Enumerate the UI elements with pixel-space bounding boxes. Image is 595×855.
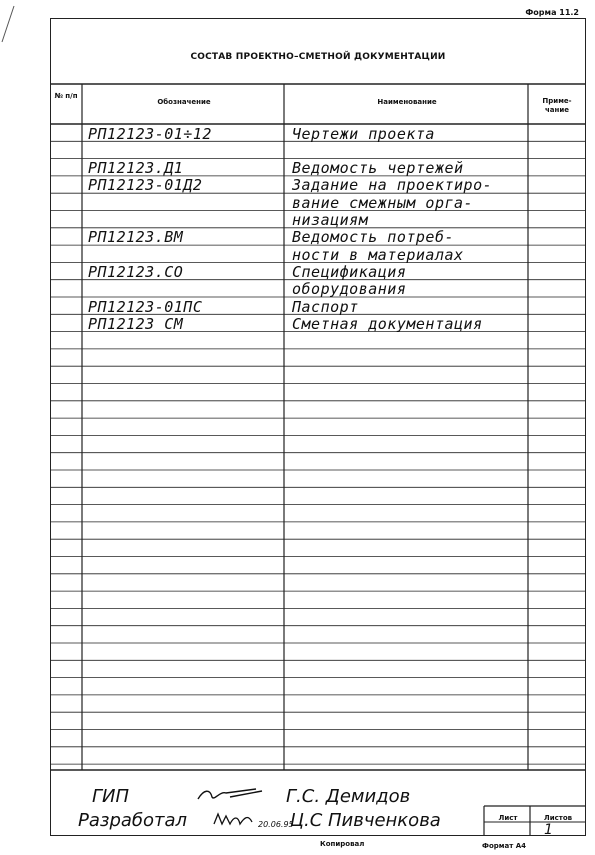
developed-label: Разработал bbox=[78, 810, 188, 831]
sheets-label: Листов bbox=[543, 814, 573, 822]
document-title: СОСТАВ ПРОЕКТНО–СМЕТНОЙ ДОКУМЕНТАЦИИ bbox=[190, 52, 446, 62]
row-designation: РП12123 СМ bbox=[88, 314, 184, 333]
row-name: Сметная документация bbox=[292, 314, 483, 333]
developed-signature bbox=[212, 808, 262, 830]
row-designation: РП12123.Д1 bbox=[88, 159, 184, 178]
row-name: оборудования bbox=[292, 280, 407, 299]
sheet-label: Лист bbox=[498, 814, 518, 822]
copied-label: Копировал bbox=[320, 840, 365, 848]
header-designation: Обозначение bbox=[157, 98, 211, 106]
format-label: Формат А4 bbox=[482, 842, 526, 850]
row-name: Ведомость потреб- bbox=[292, 228, 455, 247]
row-name: Чертежи проекта bbox=[292, 124, 435, 143]
row-name: ности в материалах bbox=[292, 245, 464, 264]
row-designation: РП12123-01÷12 bbox=[88, 124, 212, 143]
row-name: низациям bbox=[292, 211, 369, 229]
row-designation: РП12123.ВМ bbox=[88, 228, 184, 247]
sheets-value: 1 bbox=[544, 822, 553, 838]
row-name: Паспорт bbox=[292, 297, 359, 316]
header-num: № п/п bbox=[54, 92, 78, 100]
developed-name: Ц.С Пивченкова bbox=[290, 810, 441, 831]
row-name: Задание на проектиро- bbox=[292, 176, 493, 195]
form-label: Форма 11.2 bbox=[525, 8, 579, 17]
header-name: Наименование bbox=[377, 98, 437, 106]
developed-date: 20.06.95 bbox=[258, 820, 294, 829]
row-name: Ведомость чертежей bbox=[292, 159, 464, 178]
row-name: вание смежным орга- bbox=[292, 193, 474, 212]
gip-name: Г.С. Демидов bbox=[286, 786, 411, 807]
row-designation: РП12123-01Д2 bbox=[88, 176, 203, 195]
gip-label: ГИП bbox=[92, 786, 130, 807]
gip-signature bbox=[196, 785, 266, 805]
row-designation: РП12123-01ПС bbox=[88, 297, 203, 316]
header-note: Приме- чание bbox=[542, 97, 572, 114]
row-name: Спецификация bbox=[292, 262, 407, 281]
row-designation: РП12123.СО bbox=[88, 262, 184, 281]
